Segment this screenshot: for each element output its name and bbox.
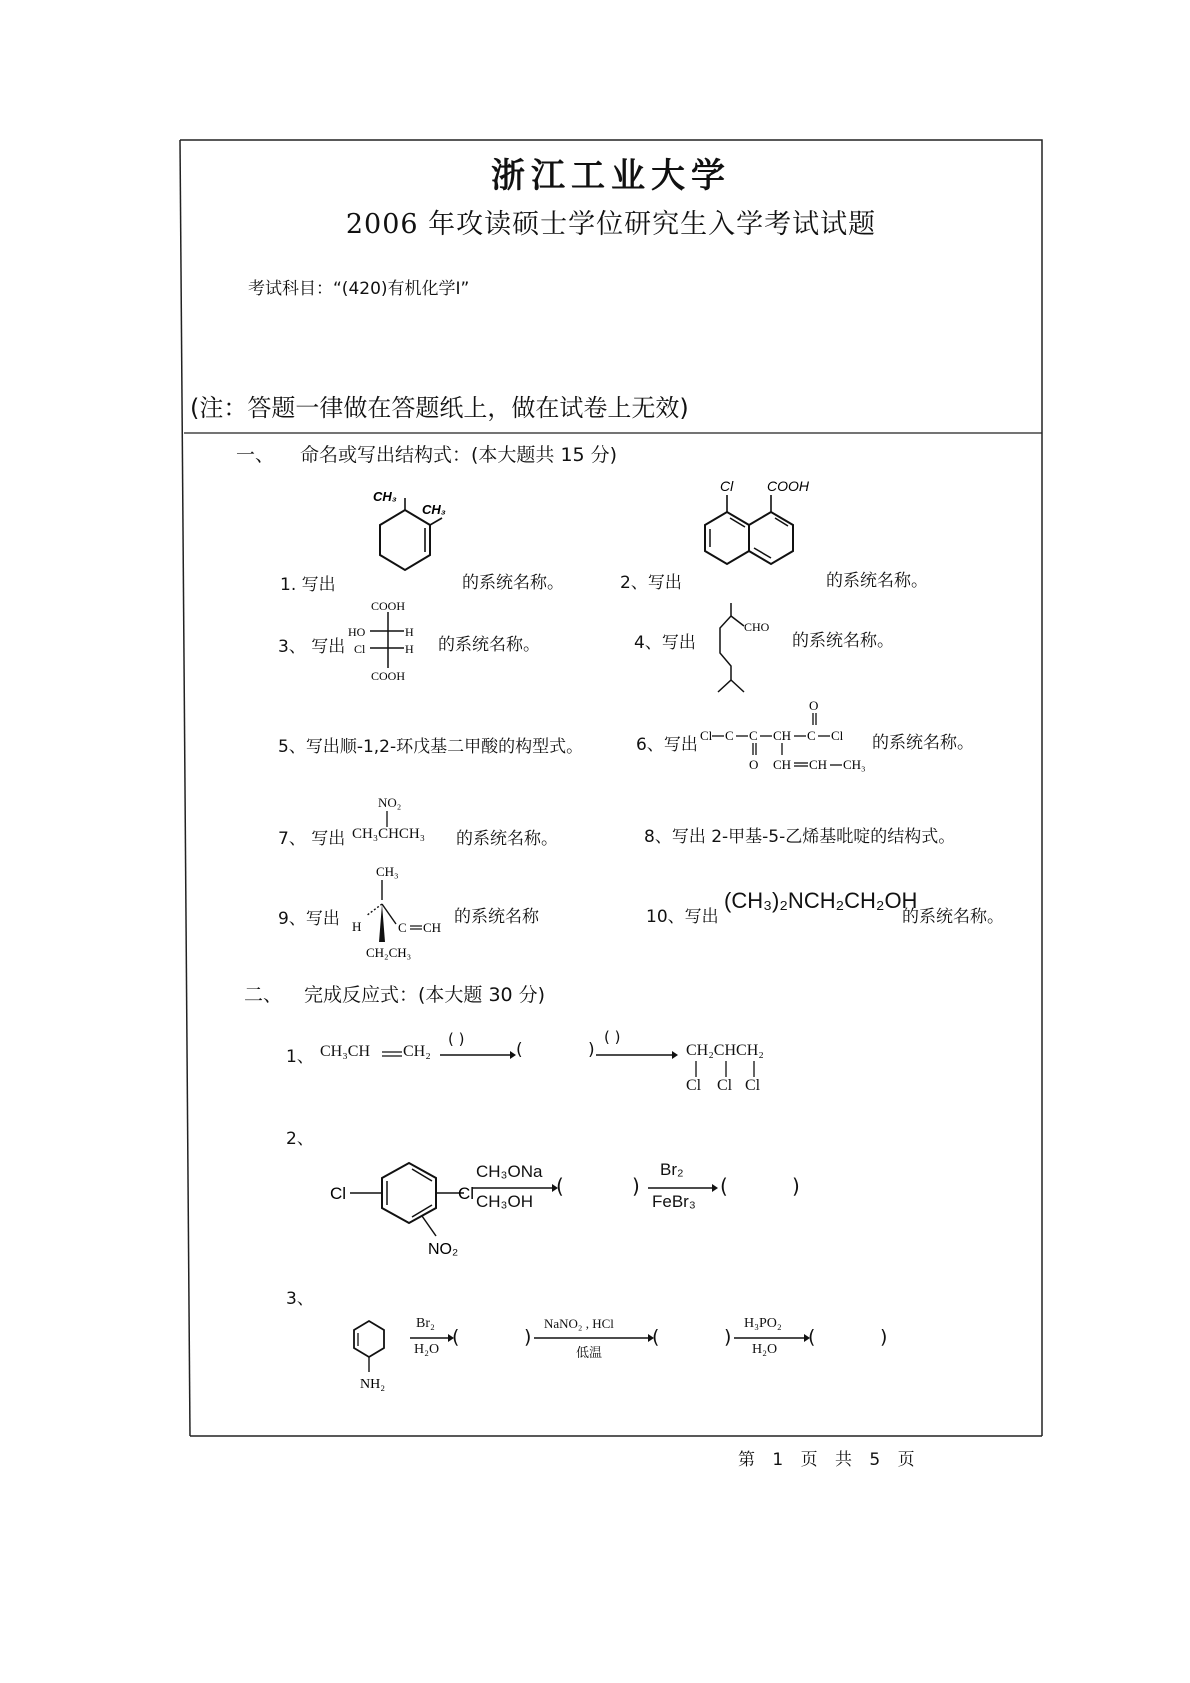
university-name: 浙江工业大学 (491, 156, 731, 196)
q2-structure (690, 475, 840, 585)
r2-reagent2-bottom: FeBr₃ (652, 1192, 696, 1211)
q2-suffix: 的系统名称。 (826, 571, 928, 591)
q3-label: COOH (370, 669, 406, 683)
q9-structure (346, 862, 466, 962)
q7-nitro-label: NO₂ (378, 795, 402, 810)
q6-structure (700, 697, 870, 782)
q6-label: C (725, 728, 734, 743)
r2-number: 2、 (286, 1129, 314, 1149)
r2-product-open: ( (720, 1174, 728, 1198)
q6-label: C (749, 728, 758, 743)
r1-chloro-label: Cl (686, 1077, 702, 1094)
r2-reagent1-bottom: CH₃OH (476, 1192, 533, 1211)
q3-prefix: 3、 写出 (278, 637, 346, 657)
q9-label: C (398, 920, 407, 935)
q4-suffix: 的系统名称。 (792, 631, 894, 651)
page-number: 第 1 页 (738, 1450, 818, 1470)
r3-reagent3-top: H₃PO₂ (744, 1316, 782, 1331)
q7-prefix: 7、 写出 (278, 829, 346, 849)
exam-page (178, 138, 1044, 1438)
section1-heading: 命名或写出结构式：(本大题共 15 分) (300, 444, 618, 466)
r1-arrow2 (596, 1050, 678, 1060)
q9-suffix: 的系统名称 (454, 907, 539, 927)
r3-intermediate2-close: ) (724, 1326, 732, 1348)
q1-methyl-label: CH₃ (422, 502, 446, 517)
q2-chloro-label: Cl (720, 478, 734, 494)
r3-reagent1-top: Br₂ (416, 1316, 435, 1331)
r1-intermediate-close: ) (588, 1040, 595, 1060)
r2-reagent1-top: CH₃ONa (476, 1162, 543, 1181)
r3-reagent1-bottom: H₂O (414, 1342, 440, 1357)
r1-arrow1 (440, 1050, 516, 1060)
q5-text: 5、写出顺-1,2-环戊基二甲酸的构型式。 (278, 737, 584, 757)
r3-intermediate1-open: ( (452, 1326, 460, 1348)
r3-product-close: ) (880, 1326, 888, 1348)
q9-label: CH₃ (376, 864, 399, 879)
q7-suffix: 的系统名称。 (456, 829, 558, 849)
r1-reagent2: ( ) (604, 1028, 621, 1046)
q1-structure (350, 490, 470, 595)
q3-label: COOH (370, 599, 406, 613)
r2-label: Cl (458, 1184, 475, 1203)
r3-product-open: ( (808, 1326, 816, 1348)
r2-intermediate-open: ( (556, 1174, 564, 1198)
q3-fischer-projection (348, 596, 448, 686)
section2-heading: 完成反应式：(本大题 30 分) (304, 984, 546, 1006)
q1-methyl-label: CH₃ (373, 490, 397, 504)
page-footer (738, 1445, 915, 1470)
q6-suffix: 的系统名称。 (872, 733, 974, 753)
q2-carboxyl-label: COOH (767, 478, 809, 494)
r1-chloro-label: Cl (717, 1077, 733, 1094)
section1-number: 一、 (236, 444, 275, 466)
q9-prefix: 9、写出 (278, 909, 340, 929)
q10-suffix: 的系统名称。 (902, 907, 1004, 927)
q6-label: CH (773, 728, 792, 743)
r1-reagent1: ( ) (448, 1030, 465, 1048)
q6-label: Cl (831, 728, 844, 743)
r3-intermediate1-close: ) (524, 1326, 532, 1348)
exam-title: 2006 年攻读硕士学位研究生入学考试试题 (345, 209, 877, 240)
r1-product: CH₂CHCH₂ (686, 1042, 764, 1059)
q1-suffix: 的系统名称。 (462, 573, 564, 593)
r1-number: 1、 (286, 1047, 314, 1067)
q7-formula: CH₃CHCH₃ (352, 826, 425, 842)
section2-number: 二、 (244, 984, 283, 1006)
q10-prefix: 10、写出 (646, 907, 719, 927)
r3-number: 3、 (286, 1289, 314, 1309)
r3-intermediate2-open: ( (652, 1326, 660, 1348)
q3-label: H (405, 642, 414, 656)
q6-label: C (807, 728, 816, 743)
r2-product-close: ) (792, 1174, 800, 1198)
page-total: 共 5 页 (835, 1450, 915, 1470)
q9-label: CH (423, 920, 442, 935)
q7-bond (384, 811, 390, 827)
page-border (178, 138, 1044, 1438)
q6-label: CH (773, 757, 792, 772)
q6-label: CH (809, 757, 828, 772)
q6-label: O (809, 698, 819, 713)
q6-prefix: 6、写出 (636, 735, 698, 755)
r3-aniline-structure (344, 1316, 404, 1396)
exam-subject: 考试科目：“(420)有机化学Ⅰ” (248, 279, 470, 299)
q3-label: H (405, 625, 414, 639)
r3-amine-label: NH₂ (360, 1377, 386, 1392)
q9-label: CH₂CH₃ (366, 945, 412, 960)
r2-label: Cl (330, 1184, 347, 1203)
q6-label: Cl (700, 728, 713, 743)
q4-aldehyde-label: CHO (744, 620, 770, 634)
r3-reagent2-bottom: 低温 (576, 1346, 603, 1361)
r1-chloro-label: Cl (745, 1077, 761, 1094)
r1-intermediate-open: ( (516, 1040, 523, 1060)
r1-reactant: CH₃CH (320, 1043, 371, 1060)
q6-label: CH₃ (843, 757, 866, 772)
q3-label: Cl (354, 642, 366, 656)
exam-note: (注：答题一律做在答题纸上，做在试卷上无效) (190, 394, 689, 422)
q4-structure (708, 598, 798, 693)
r2-intermediate-close: ) (632, 1174, 640, 1198)
r1-reactant-end: CH₂ (403, 1043, 431, 1060)
r1-double-bond (382, 1051, 402, 1059)
r2-label: NO₂ (428, 1241, 459, 1258)
q6-label: O (749, 757, 759, 772)
q8-text: 8、写出 2-甲基-5-乙烯基吡啶的结构式。 (644, 827, 956, 847)
q9-label: H (352, 919, 362, 934)
q2-prefix: 2、写出 (620, 573, 682, 593)
q10-formula: (CH₃)₂NCH₂CH₂OH (724, 888, 918, 913)
r2-reagent2-top: Br₂ (660, 1160, 684, 1179)
q3-suffix: 的系统名称。 (438, 635, 540, 655)
r3-reagent2-top: NaNO₂ , HCl (544, 1316, 614, 1331)
q1-prefix: 1. 写出 (280, 575, 336, 595)
q4-prefix: 4、写出 (634, 633, 696, 653)
r3-reagent3-bottom: H₂O (752, 1342, 778, 1357)
q3-label: HO (348, 625, 366, 639)
